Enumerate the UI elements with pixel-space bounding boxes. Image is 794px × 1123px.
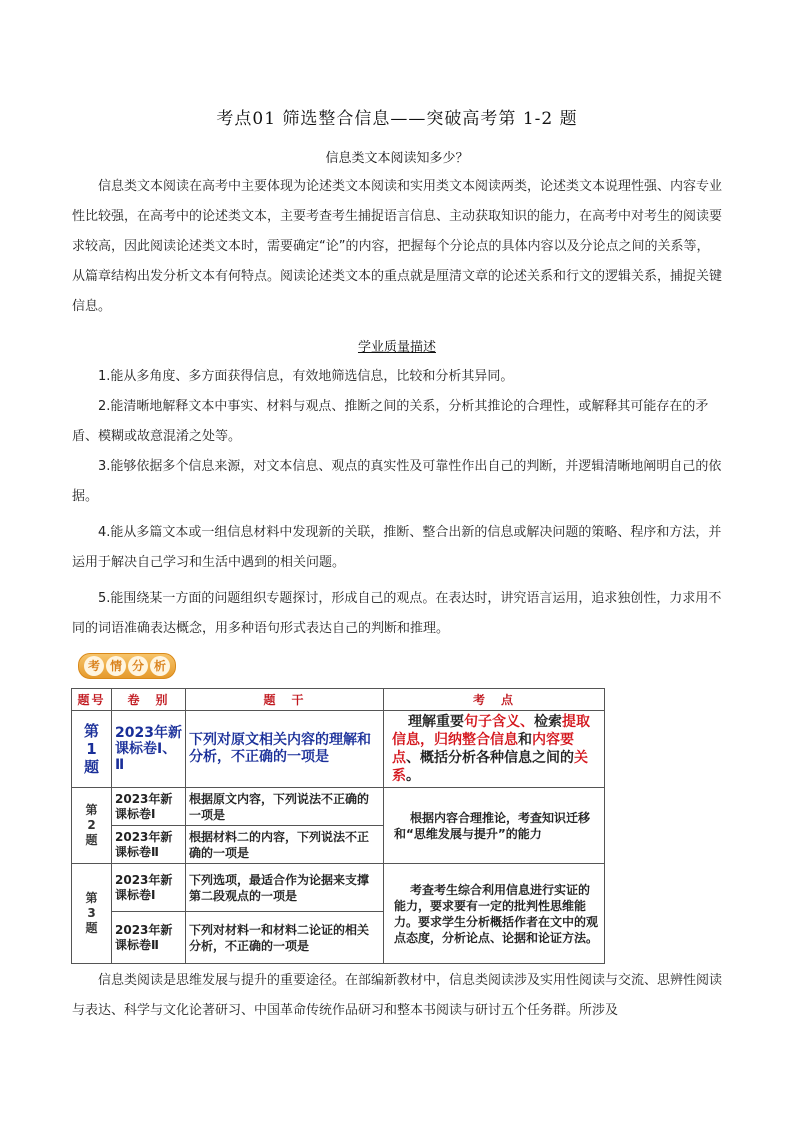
table-row [72,788,605,826]
row3-number: 第 3 题 [72,864,112,964]
quality-item-2: 2.能清晰地解释文本中事实、材料与观点、推断之间的关系，分析其推论的合理性，或解释其可能存在的矛盾、模糊或故意混淆之处等。 [72,399,709,444]
row2a-question: 根据原文内容，下列说法不正确的一项是 [186,788,384,826]
table-row [72,711,605,788]
header-volume: 卷 别 [112,689,186,711]
row3b-volume: 2023年新课标卷Ⅱ [112,912,186,964]
row1-number: 第 1 题 [72,711,112,788]
header-question: 题 干 [186,689,384,711]
row3a-volume: 2023年新课标卷Ⅰ [112,864,186,912]
closing-paragraph: 信息类阅读是思维发展与提升的重要途径。在部编新教材中，信息类阅读涉及实用性阅读与交流、思辨性阅读与表达、科学与文化论著研习、中国革命传统作品研习和整本书阅读与研讨五个任务群。所涉及 [72,973,723,1018]
header-number: 题号 [72,689,112,711]
banner-char: 析 [150,656,170,676]
row3a-question: 下列选项，最适合作为论据来支撑第二段观点的一项是 [186,864,384,912]
banner-char: 分 [128,656,148,676]
exam-analysis-table [71,688,605,964]
quality-item-3: 3.能够依据多个信息来源，对文本信息、观点的真实性及可靠性作出自己的判断，并逻辑清晰地阐明自己的依据。 [72,459,722,504]
row1-point: 理解重要句子含义、检索提取信息，归纳整合信息和内容要点、概括分析各种信息之间的关系。 [384,711,605,788]
quality-heading: 学业质量描述 [357,340,436,355]
row1-volume: 2023年新课标卷Ⅰ、Ⅱ [112,711,186,788]
page-subtitle: 信息类文本阅读知多少？ [325,151,469,166]
header-point: 考 点 [384,689,605,711]
row2b-volume: 2023年新课标卷Ⅱ [112,826,186,864]
exam-analysis-banner [78,653,176,679]
quality-item-1: 1.能从多角度、多方面获得信息，有效地筛选信息，比较和分析其异同。 [98,369,514,384]
intro-paragraph: 信息类文本阅读在高考中主要体现为论述类文本阅读和实用类文本阅读两类，论述类文本说理性强、内容专业性比较强，在高考中的论述类文本，主要考查考生捕捉语言信息、主动获取知识的能力，在高考中对考生的阅读要求较高，因此阅读论述类文本时，需要确定“论”的内容，把握每个分论点的具体内容以及分论点之间的关系等，从篇章结构出发分析文本有何特点。阅读论述类文本的重点就是厘清文章的论述关系和行文的逻辑关系，捕捉关键信息。 [72,179,723,314]
row2a-volume: 2023年新课标卷Ⅰ [112,788,186,826]
page-title: 考点01 筛选整合信息——突破高考第 1-2 题 [216,109,578,129]
table-row [72,864,605,912]
row1-question: 下列对原文相关内容的理解和分析，不正确的一项是 [186,711,384,788]
row3b-question: 下列对材料一和材料二论证的相关分析，不正确的一项是 [186,912,384,964]
quality-item-4: 4.能从多篇文本或一组信息材料中发现新的关联，推断、整合出新的信息或解决问题的策略、程序和方法，并运用于解决自己学习和生活中遇到的相关问题。 [72,525,722,570]
quality-item-5: 5.能围绕某一方面的问题组织专题探讨，形成自己的观点。在表达时，讲究语言运用，追求独创性，力求用不同的词语准确表达概念，用多种语句形式表达自己的判断和推理。 [72,591,722,636]
row2-point: 根据内容合理推论，考查知识迁移和“思维发展与提升”的能力 [384,788,605,864]
banner-char: 考 [84,656,104,676]
banner-char: 情 [106,656,126,676]
row2-number: 第 2 题 [72,788,112,864]
table-header-row [72,689,605,711]
row2b-question: 根据材料二的内容，下列说法不正确的一项是 [186,826,384,864]
row3-point: 考查考生综合利用信息进行实证的能力，要求要有一定的批判性思维能力。要求学生分析概括作者在文中的观点态度，分析论点、论据和论证方法。 [384,864,605,964]
